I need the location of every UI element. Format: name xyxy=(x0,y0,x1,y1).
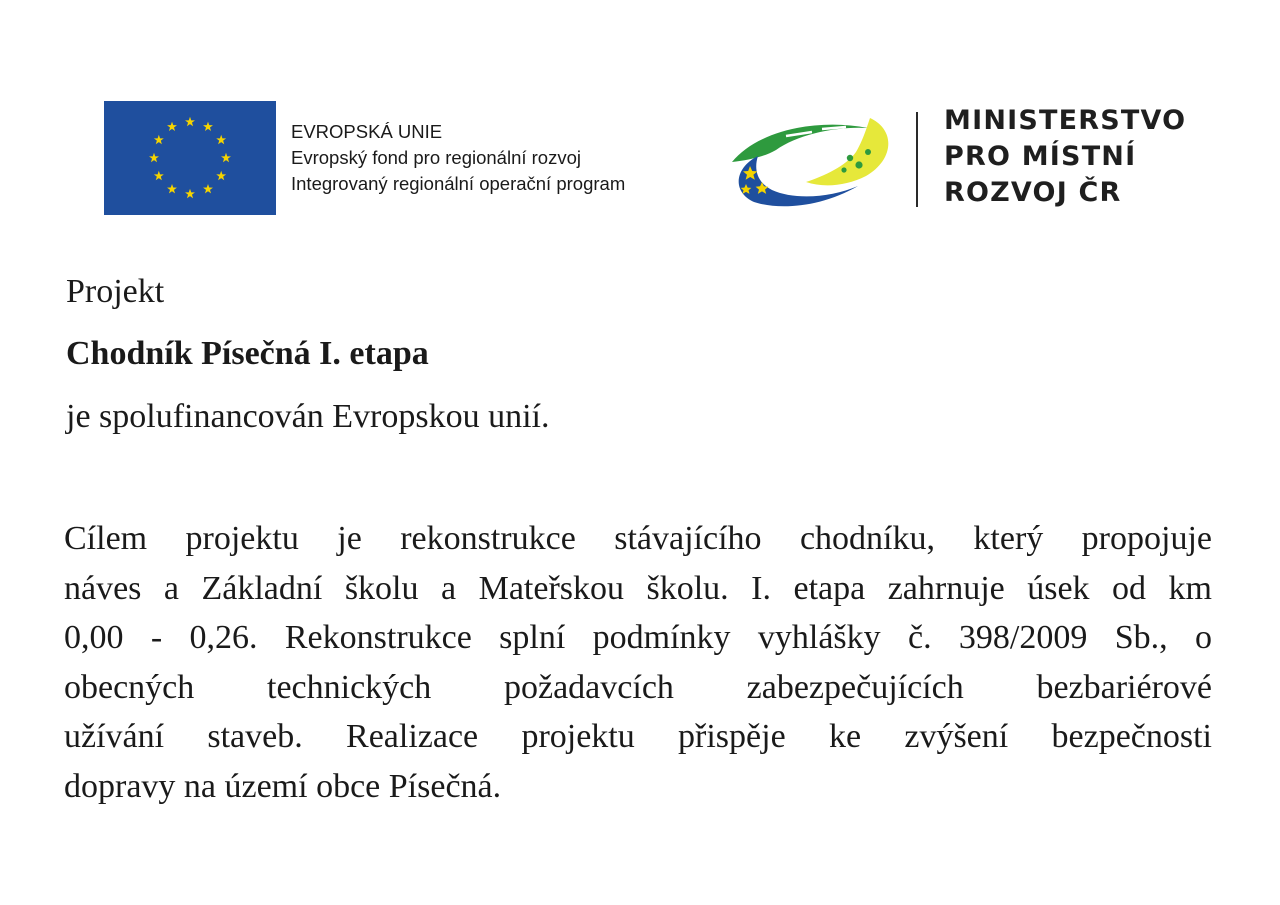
eu-logo-line: Evropský fond pro regionální rozvoj xyxy=(291,147,581,168)
logo-divider xyxy=(916,112,918,207)
cofinance-statement: je spolufinancován Evropskou unií. xyxy=(66,398,550,435)
eu-logo-text xyxy=(291,119,625,197)
description-line: obecných technických požadavcích zabezpečujících bezbariérové xyxy=(64,668,1212,706)
eu-logo-line: EVROPSKÁ UNIE xyxy=(291,121,443,142)
intro-label: Projekt xyxy=(66,273,165,310)
description-line: dopravy na území obce Písečná. xyxy=(64,767,502,805)
description-line: náves a Základní školu a Mateřskou školu. I. etapa zahrnuje úsek od km xyxy=(64,569,1212,607)
project-description xyxy=(64,514,1212,812)
header xyxy=(0,0,1280,240)
ministry-logo-line: ROZVOJ ČR xyxy=(944,177,1122,208)
mmr-logo-icon xyxy=(728,112,894,208)
project-name: Chodník Písečná I. etapa xyxy=(66,335,429,372)
description-line: užívání staveb. Realizace projektu přispěje ke zvýšení bezpečnosti xyxy=(64,718,1212,756)
ministry-logo-line: MINISTERSTVO xyxy=(944,105,1187,136)
ministry-logo-line: PRO MÍSTNÍ xyxy=(944,141,1137,172)
eu-flag-icon xyxy=(104,101,276,215)
description-line: Cílem projektu je rekonstrukce stávajícího chodníku, který propojuje xyxy=(64,520,1212,557)
ministry-logo-text xyxy=(944,103,1186,211)
eu-logo-line: Integrovaný regionální operační program xyxy=(291,173,626,194)
description-line: 0,00 - 0,26. Rekonstrukce splní podmínky vyhlášky č. 398/2009 Sb., o xyxy=(64,619,1212,657)
